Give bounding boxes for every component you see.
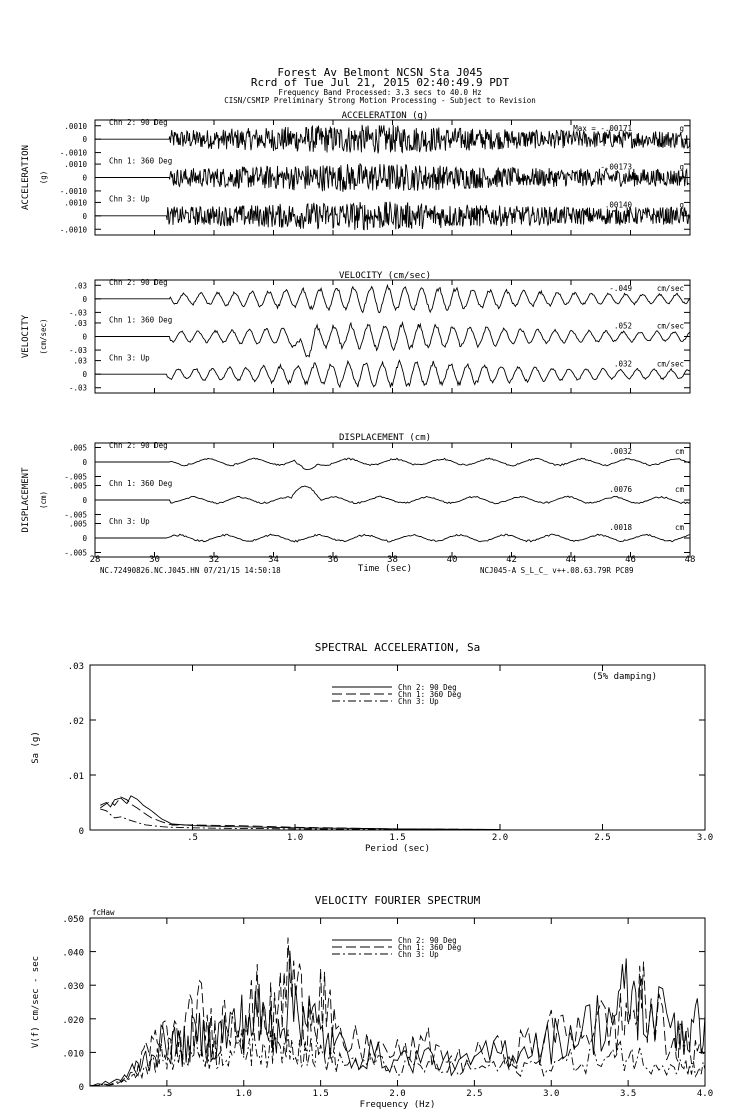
y-tick-label: 0: [78, 1083, 84, 1093]
channel-label: Chn 3: Up: [109, 194, 150, 204]
y-tick-label: 0: [82, 294, 87, 304]
corner-label: fcHaw: [92, 908, 115, 917]
peak-value: .00140: [604, 200, 632, 210]
x-tick-label: 3.5: [619, 1089, 637, 1099]
side-label: VELOCITY: [21, 314, 31, 359]
y-tick-label: .0010: [64, 160, 87, 170]
panel-acc: [21, 111, 690, 235]
time-tick-label: 46: [625, 555, 636, 565]
y-tick-label: .03: [73, 281, 87, 291]
damping-note: (5% damping): [591, 672, 657, 682]
y-tick-label: -.03: [68, 383, 87, 393]
time-tick-label: 28: [89, 555, 101, 565]
legend-label: Chn 2: 90 Deg: [398, 936, 457, 945]
y-tick-label: -.03: [68, 308, 87, 318]
legend-label: Chn 3: Up: [398, 697, 439, 706]
spectrum-velocity-fourier-spectrum: [31, 894, 713, 1110]
x-tick-label: 1.5: [312, 1089, 329, 1099]
channel-label: Chn 2: 90 Deg: [109, 118, 168, 128]
peak-unit: cm: [674, 447, 684, 457]
trace-disp-ch2: [95, 534, 690, 542]
peak-value: .052: [613, 321, 632, 331]
trace-vel-ch0: [95, 285, 690, 312]
x-axis-label: Period (sec): [364, 844, 431, 854]
y-tick-label: .03: [73, 318, 87, 328]
y-tick-label: -.0010: [59, 225, 87, 235]
y-tick-label: .03: [73, 356, 87, 366]
x-axis-label: Frequency (Hz): [359, 1100, 436, 1110]
x-tick-label: 2.0: [491, 833, 509, 843]
x-tick-label: 3.0: [543, 1089, 560, 1099]
y-tick-label: 0: [82, 458, 87, 467]
y-tick-label: .02: [67, 717, 84, 727]
series-line-ch2: [90, 1026, 705, 1086]
x-tick-label: 2.5: [594, 833, 611, 843]
footer-left: NC.72490826.NC.J045.HN 07/21/15 14:50:18: [100, 566, 281, 575]
y-tick-label: -.0010: [59, 148, 87, 158]
peak-unit: cm/sec: [656, 359, 684, 369]
x-tick-label: 1.0: [235, 1089, 252, 1099]
y-tick-label: 0: [82, 496, 87, 505]
peak-unit: cm: [674, 485, 684, 495]
y-tick-label: .03: [67, 662, 84, 672]
channel-label: Chn 1: 360 Deg: [109, 479, 173, 489]
time-axis-label: Time (sec): [357, 564, 413, 574]
y-tick-label: .050: [62, 915, 84, 925]
time-tick-label: 48: [684, 555, 696, 565]
time-tick-label: 44: [565, 555, 577, 565]
channel-label: Chn 2: 90 Deg: [109, 278, 168, 288]
x-tick-label: .5: [161, 1089, 173, 1099]
time-tick-label: 34: [268, 555, 279, 565]
x-tick-label: 1.5: [389, 833, 406, 843]
time-tick-label: 40: [446, 555, 458, 565]
trace-vel-ch2: [95, 360, 690, 387]
time-tick-label: 38: [387, 555, 398, 565]
series-line-ch1: [100, 797, 500, 830]
y-tick-label: .005: [68, 519, 87, 529]
channel-label: Chn 1: 360 Deg: [109, 156, 173, 166]
legend-label: Chn 1: 360 Deg: [398, 943, 462, 952]
trace-vel-ch1: [95, 323, 690, 357]
y-tick-label: .0010: [64, 198, 87, 208]
y-tick-label: 0: [82, 135, 87, 145]
x-tick-label: 1.0: [286, 833, 304, 843]
peak-value: .0032: [609, 447, 632, 457]
header-station: Forest Av Belmont NCSN Sta J045: [277, 66, 483, 79]
peak-value: -.049: [609, 284, 632, 294]
footer-right: NCJ045-A S_L_C_ v++.08.63.79R PC89: [480, 566, 634, 575]
legend-label: Chn 1: 360 Deg: [398, 690, 462, 699]
panel-title: VELOCITY (cm/sec): [338, 271, 432, 281]
time-tick-label: 32: [208, 555, 220, 565]
peak-value: .0018: [609, 523, 632, 533]
trace-disp-ch0: [95, 458, 690, 470]
y-axis-label: V(f) cm/sec - sec: [31, 955, 41, 1049]
y-tick-label: .020: [62, 1015, 84, 1026]
peak-unit: g: [679, 124, 684, 134]
trace-disp-ch1: [95, 486, 690, 504]
y-tick-label: .040: [62, 948, 84, 959]
y-tick-label: -.005: [64, 548, 87, 558]
header-record: Rcrd of Tue Jul 21, 2015 02:40:49.9 PDT: [250, 76, 510, 89]
peak-value: Max = -.00171: [573, 124, 632, 134]
plot-title: SPECTRAL ACCELERATION, Sa: [314, 641, 481, 654]
y-tick-label: 0: [82, 211, 87, 221]
peak-value: -.00173: [600, 162, 632, 172]
peak-value: .0076: [609, 485, 632, 495]
peak-unit: cm/sec: [656, 284, 684, 294]
y-tick-label: .0010: [64, 121, 87, 131]
y-tick-label: -.005: [64, 510, 87, 520]
spectrum-spectral-acceleration-sa: [31, 641, 713, 854]
side-label: ACCELERATION: [21, 144, 31, 211]
y-axis-label: Sa (g): [31, 731, 41, 764]
x-tick-label: 3.0: [696, 833, 714, 843]
panel-title: DISPLACEMENT (cm): [338, 433, 432, 443]
x-tick-label: .5: [187, 833, 198, 843]
x-tick-label: 2.0: [389, 1089, 406, 1099]
y-tick-label: .01: [67, 772, 84, 782]
legend-label: Chn 2: 90 Deg: [398, 683, 457, 692]
panel-disp: [21, 433, 690, 558]
unit-label: (cm): [39, 490, 48, 510]
peak-unit: cm: [674, 523, 684, 533]
time-tick-label: 42: [506, 555, 517, 565]
channel-label: Chn 3: Up: [109, 353, 150, 363]
y-tick-label: .005: [68, 443, 87, 453]
trace-acc-ch2: [95, 202, 690, 230]
y-tick-label: -.0010: [59, 186, 87, 196]
x-tick-label: 4.0: [696, 1089, 714, 1099]
series-line-ch0: [100, 796, 500, 830]
y-tick-label: 0: [82, 370, 87, 380]
unit-label: (g): [39, 170, 48, 185]
y-tick-label: 0: [82, 173, 87, 183]
y-tick-label: .005: [68, 481, 87, 491]
time-tick-label: 36: [327, 555, 339, 565]
time-tick-label: 30: [149, 555, 160, 565]
series-line-ch0: [90, 951, 705, 1086]
header-band: Frequency Band Processed: 3.3 secs to 40.0 Hz: [278, 88, 482, 97]
header-note: CISN/CSMIP Preliminary Strong Motion Processing - Subject to Revision: [224, 96, 536, 105]
peak-unit: g: [679, 162, 684, 172]
peak-unit: g: [679, 200, 684, 210]
plot-title: VELOCITY FOURIER SPECTRUM: [314, 894, 481, 907]
legend-label: Chn 3: Up: [398, 950, 439, 959]
y-tick-label: .010: [62, 1049, 84, 1060]
y-tick-label: 0: [78, 827, 84, 837]
y-tick-label: .030: [62, 982, 84, 993]
peak-value: .032: [613, 359, 632, 369]
panel-title: ACCELERATION (g): [341, 111, 429, 121]
channel-label: Chn 3: Up: [109, 517, 150, 527]
peak-unit: cm/sec: [656, 321, 684, 331]
y-tick-label: -.005: [64, 472, 87, 482]
series-line-ch1: [90, 938, 705, 1087]
y-tick-label: -.03: [68, 346, 87, 356]
panel-vel: [21, 271, 690, 393]
side-label: DISPLACEMENT: [21, 467, 31, 533]
unit-label: (cm/sec): [39, 318, 48, 355]
y-tick-label: 0: [82, 534, 87, 543]
x-tick-label: 2.5: [466, 1089, 483, 1099]
y-tick-label: 0: [82, 332, 87, 342]
series-line-ch2: [100, 809, 500, 830]
channel-label: Chn 1: 360 Deg: [109, 315, 173, 325]
channel-label: Chn 2: 90 Deg: [109, 441, 168, 451]
